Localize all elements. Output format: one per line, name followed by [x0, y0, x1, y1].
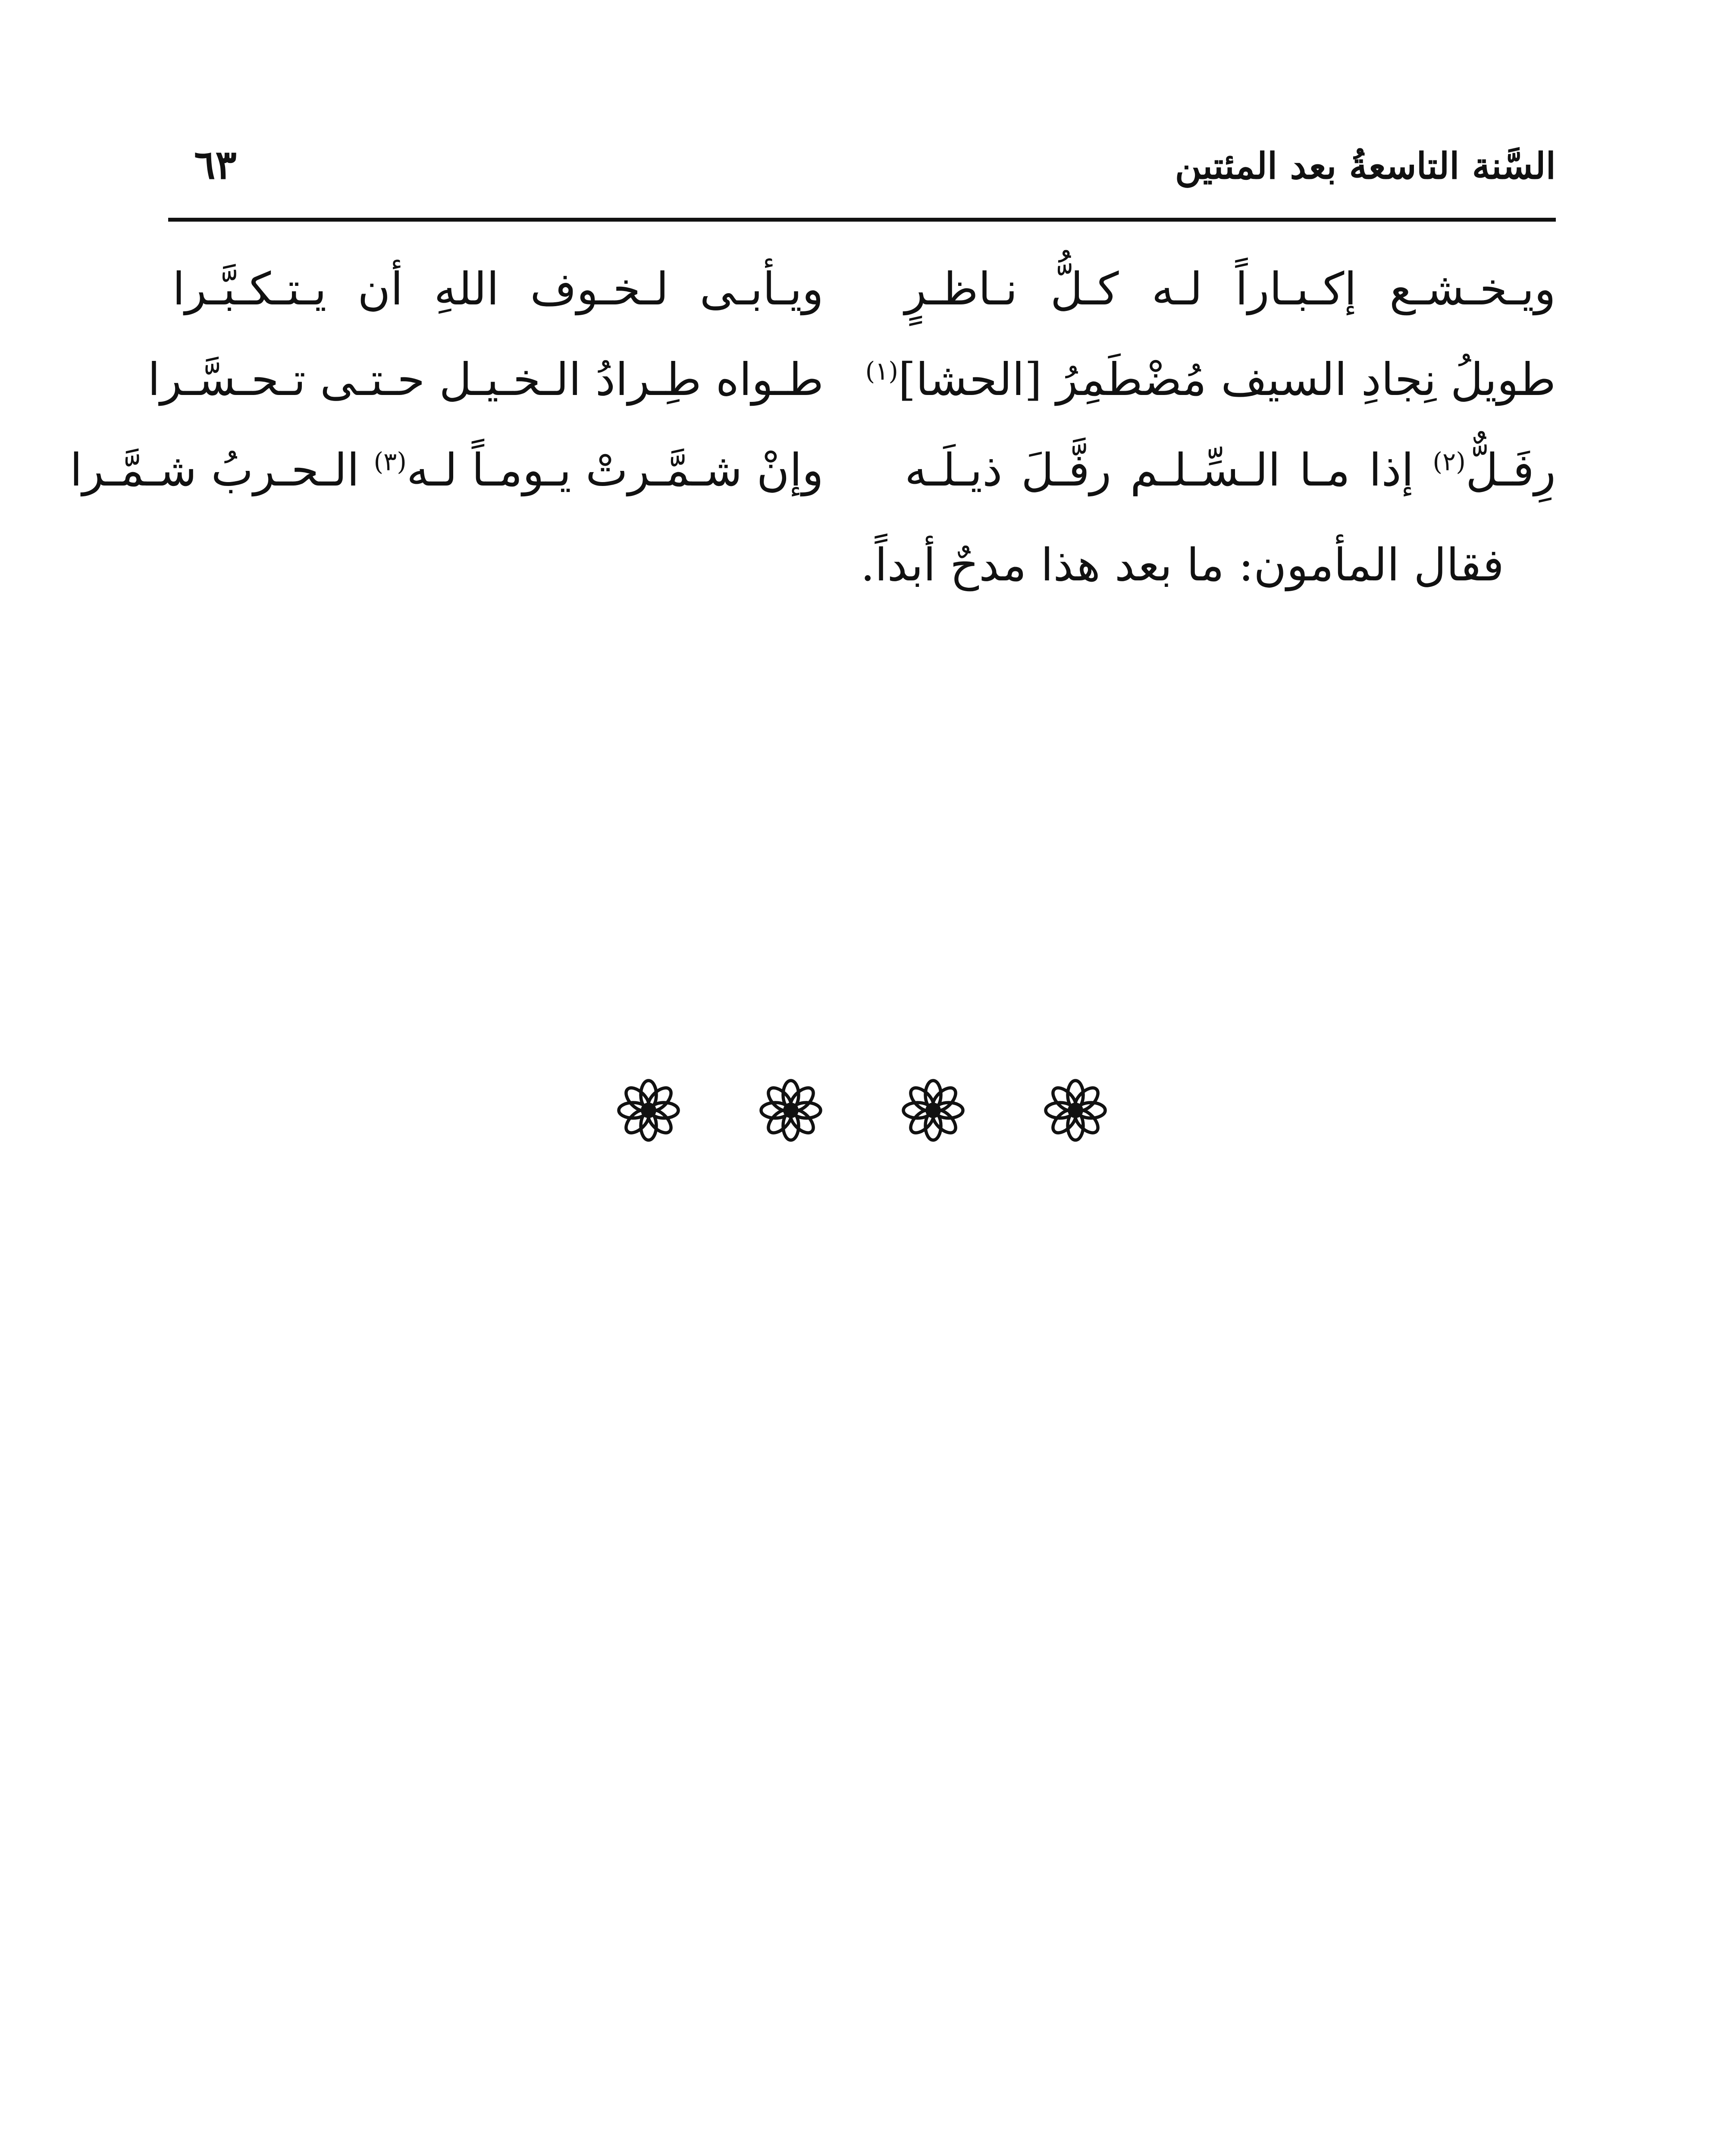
- verse-3-second-post: الـحـربُ شـمَّـرا: [69, 444, 374, 496]
- footnote-ref-2[interactable]: (٢): [1432, 447, 1466, 476]
- flower-ornament-icon: [901, 1078, 965, 1143]
- section-divider: [0, 1078, 1724, 1164]
- verse-2: [147, 345, 1556, 436]
- verse-3-first-pre: رِفَـلٌّ: [1465, 444, 1556, 496]
- verse-3-second-hemistich: [69, 436, 824, 505]
- verse-1: [168, 254, 1556, 345]
- page-number: ٦٣: [194, 141, 237, 188]
- flower-ornament-icon: [1043, 1078, 1108, 1143]
- verse-2-second-hemistich: طـواه طِـرادُ الـخـيـل حـتـى تـحـسَّـرا: [147, 353, 824, 406]
- verse-3: [69, 436, 1556, 526]
- closing-line: فقال المأمون: ما بعد هذا مدحٌ أبداً.: [860, 539, 1504, 591]
- flower-ornament-icon: [759, 1078, 823, 1143]
- verse-2-first-text: طويلُ نِجادِ السيف مُضْطَمِرُ [الحشا]: [898, 353, 1556, 406]
- verse-3-first-hemistich: [905, 436, 1556, 505]
- verse-3-second-pre: وإنْ شـمَّـرتْ يـومـاً لـه: [406, 444, 824, 496]
- header-rule: [168, 218, 1556, 222]
- verse-3-first-post: إذا مـا الـسِّـلـم رفَّـلَ ذيـلَـه: [905, 444, 1433, 496]
- verse-1-first-hemistich: ويـخـشـع إكـبـاراً لـه كـلُّ نـاظـرٍ: [905, 263, 1556, 315]
- page-header: [168, 129, 1556, 207]
- footnote-ref-3[interactable]: (٣): [373, 447, 407, 476]
- flower-ornament-icon: [616, 1078, 681, 1143]
- footnote-ref-1[interactable]: (١): [865, 356, 899, 386]
- verse-1-second-hemistich: ويـأبـى لـخـوف اللهِ أن يـتـكـبَّـرا: [172, 263, 824, 315]
- poem: [69, 254, 1556, 634]
- verse-2-first-hemistich: [865, 345, 1556, 414]
- running-title: السَّنة التاسعةُ بعد المئتين: [1175, 144, 1556, 187]
